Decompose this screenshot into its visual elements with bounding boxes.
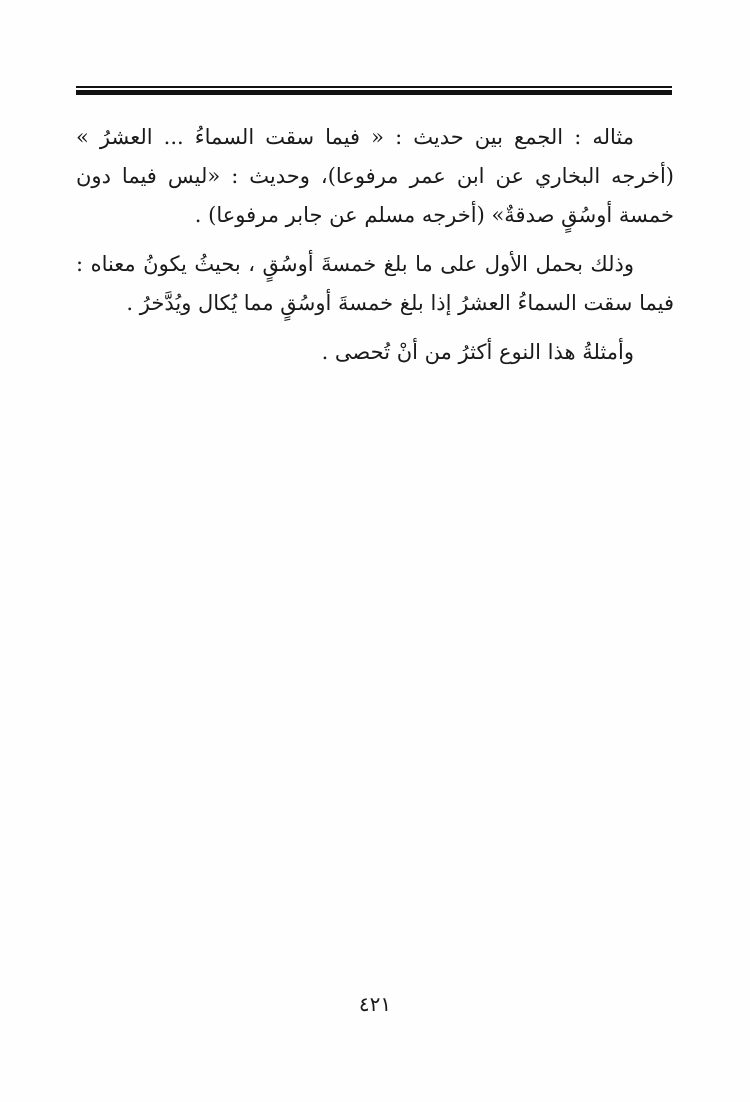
header-rule-thin-line [76,86,672,88]
body-text [76,118,674,382]
header-rule-thick-line [76,90,672,95]
paragraph-conclusion: وأمثلةُ هذا النوع أكثرُ من أنْ تُحصى . [321,340,634,364]
header-rule [76,86,672,96]
page-number: ٤٢١ [358,992,392,1016]
paragraph-explanation: وذلك بحمل الأول على ما بلغ خمسةَ أوسُقٍ ، بحيثُ يكونُ معناه : فيما سقت السماءُ العشرُ إذا بلغ خمسةَ أوسُقٍ مما يُكال ويُدَّخرُ . [76,252,674,315]
paragraph-example: مثاله : الجمع بين حديث : « فيما سقت السماءُ ... العشرُ » (أخرجه البخاري عن ابن عمر مرفوعا)، وحديث : «ليس فيما دون خمسة أوسُقٍ صدقةٌ» (أخرجه مسلم عن جابر مرفوعا) . [76,125,674,227]
